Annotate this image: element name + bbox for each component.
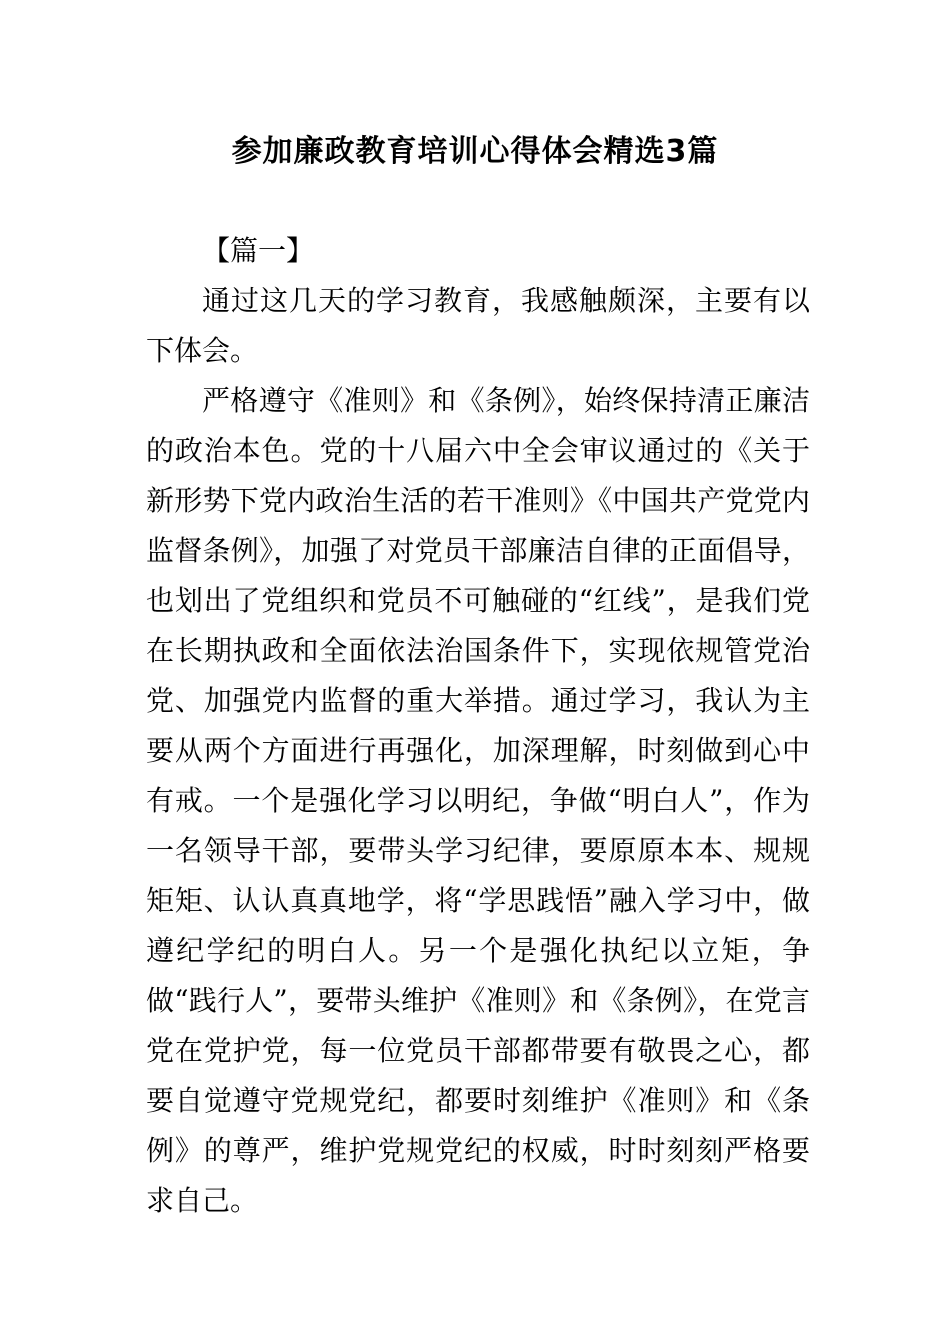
paragraph-2: 严格遵守《准则》和《条例》，始终保持清正廉洁的政治本色。党的十八届六中全会审议通过的《关于新形势下党内政治生活的若干准则》《中国共产党党内监督条例》，加强了对党员干部廉洁自律的正面倡导，也划出了党组织和党员不可触碰的“红线”，是我们党在长期执政和全面依法治国条件下，实现依规管党治党、加强党内监督的重大举措。通过学习，我认为主要从两个方面进行再强化，加深理解，时刻做到心中有戒。一个是强化学习以明纪，争做“明白人”，作为一名领导干部，要带头学习纪律，要原原本本、规规矩矩、认认真真地学，将“学思践悟”融入学习中，做遵纪学纪的明白人。另一个是强化执纪以立矩，争做“践行人”，要带头维护《准则》和《条例》，在党言党在党护党，每一位党员干部都带要有敬畏之心，都要自觉遵守党规党纪，都要时刻维护《准则》和《条例》的尊严，维护党规党纪的权威，时时刻刻严格要求自己。 [146, 384, 810, 1217]
paragraph-1: 通过这几天的学习教育，我感触颇深，主要有以下体会。 [146, 284, 810, 367]
document-body [146, 226, 810, 1226]
document-title: 参加廉政教育培训心得体会精选3篇 [231, 134, 719, 169]
section-label: 【篇一】 [202, 234, 315, 267]
